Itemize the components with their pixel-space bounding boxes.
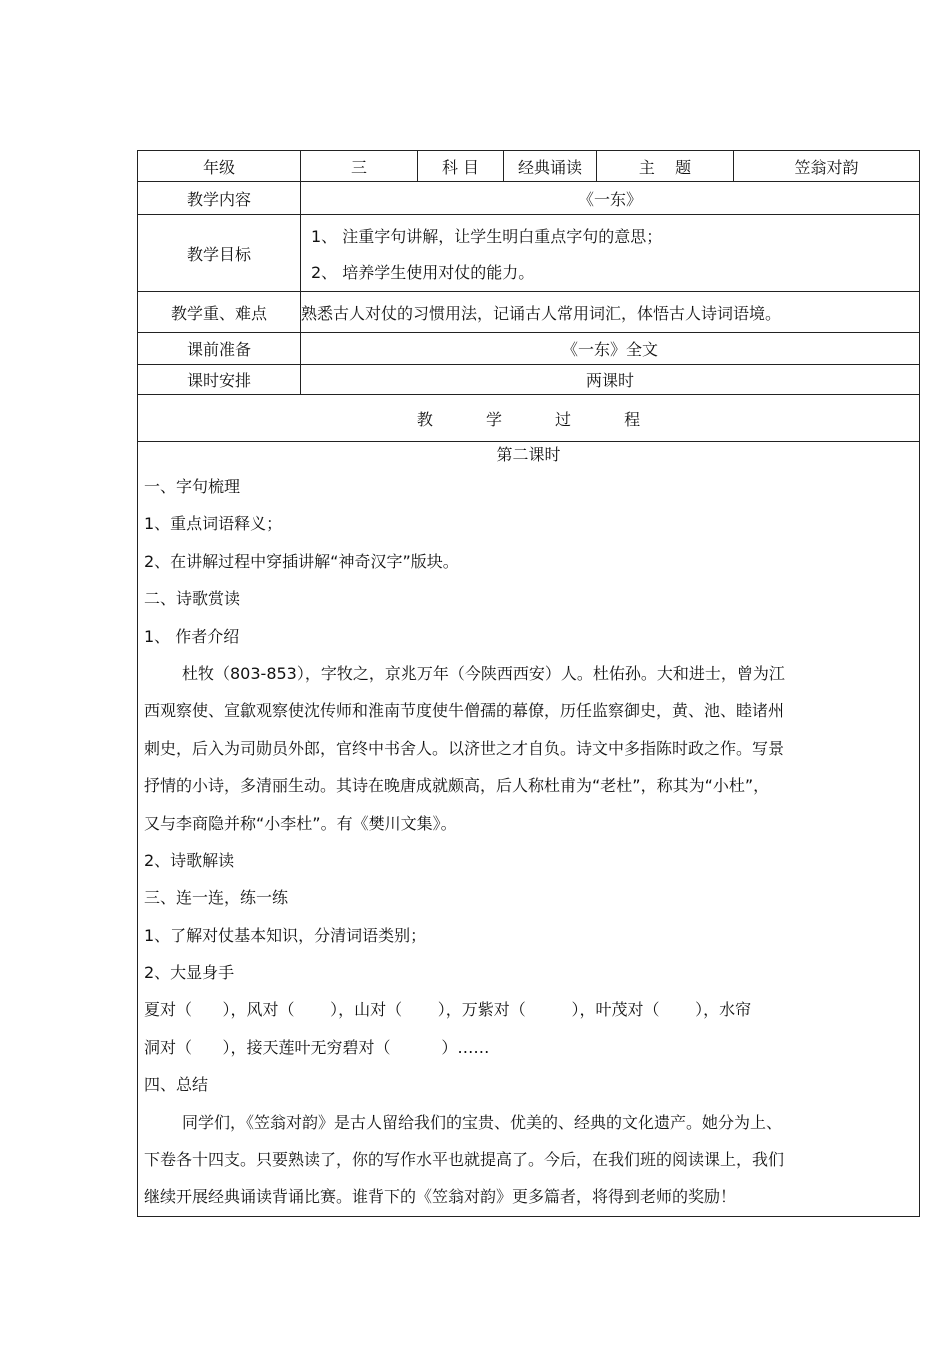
section-title: 一、字句梳理 bbox=[144, 477, 241, 496]
process-body-row bbox=[138, 442, 920, 1217]
goal-item: 2、 培养学生使用对仗的能力。 bbox=[311, 263, 535, 282]
exercise-block bbox=[138, 991, 919, 1066]
goal-item: 1、 注重字句讲解，让学生明白重点字句的意思； bbox=[311, 227, 663, 246]
lesson-plan-sheet bbox=[137, 150, 919, 1217]
preparation-value: 《一东》全文 bbox=[301, 333, 920, 365]
author-bio bbox=[138, 655, 919, 842]
list-item: 1、了解对仗基本知识，分清词语类别； bbox=[144, 925, 427, 945]
key-points-row bbox=[138, 292, 920, 333]
schedule-value: 两课时 bbox=[301, 365, 920, 395]
header-row bbox=[138, 151, 920, 182]
key-points-label: 教学重、难点 bbox=[138, 292, 301, 333]
content-value: 《一东》 bbox=[301, 182, 920, 215]
content-label: 教学内容 bbox=[138, 182, 301, 215]
exercise-line: 夏对（ ），风对（ ），山对（ ），万紫对（ ），叶茂对（ ），水帘 bbox=[144, 1000, 752, 1020]
process-char: 程 bbox=[624, 409, 641, 429]
exercise-line: 洞对（ ），接天莲叶无穷碧对（ ）…… bbox=[144, 1037, 490, 1057]
process-char: 教 bbox=[416, 409, 433, 429]
bio-line: 刺史，后入为司勋员外郎，官终中书舍人。以济世之才自负。诗文中多指陈时政之作。写景 bbox=[144, 738, 785, 758]
section-title: 二、诗歌赏读 bbox=[144, 589, 241, 609]
goals-cell bbox=[301, 215, 920, 292]
process-body bbox=[138, 442, 920, 1217]
preparation-row bbox=[138, 333, 920, 365]
topic-value: 笠翁对韵 bbox=[734, 151, 920, 182]
key-points-value: 熟悉古人对仗的习惯用法，记诵古人常用词汇，体悟古人诗词语境。 bbox=[301, 292, 920, 333]
goals-label: 教学目标 bbox=[138, 215, 301, 292]
process-heading-row bbox=[138, 395, 920, 442]
summary-line: 继续开展经典诵读背诵比赛。谁背下的《笠翁对韵》更多篇者，将得到老师的奖励！ bbox=[144, 1187, 737, 1207]
process-heading bbox=[138, 395, 920, 442]
content-row bbox=[138, 182, 920, 215]
lesson-title: 第二课时 bbox=[496, 445, 561, 464]
bio-line: 杜牧（803-853），字牧之，京兆万年（今陕西西安）人。杜佑孙。大和进士，曾为江 bbox=[182, 663, 785, 683]
list-item: 2、诗歌解读 bbox=[144, 850, 235, 870]
section-title: 四、总结 bbox=[144, 1075, 209, 1095]
bio-line: 西观察使、宣歙观察使沈传师和淮南节度使牛僧孺的幕僚，历任监察御史，黄、池、睦诸州 bbox=[144, 701, 785, 721]
subject-label: 科 目 bbox=[418, 151, 504, 182]
summary-line: 下卷各十四支。只要熟读了，你的写作水平也就提高了。今后，在我们班的阅读课上，我们 bbox=[144, 1150, 785, 1170]
topic-label: 主 题 bbox=[597, 151, 734, 182]
bio-line: 抒情的小诗，多清丽生动。其诗在晚唐成就颇高，后人称杜甫为“老杜”，称其为“小杜”， bbox=[144, 776, 770, 796]
lesson-plan-table bbox=[137, 150, 920, 1217]
subject-value: 经典诵读 bbox=[504, 151, 597, 182]
preparation-label: 课前准备 bbox=[138, 333, 301, 365]
schedule-label: 课时安排 bbox=[138, 365, 301, 395]
list-item: 2、大显身手 bbox=[144, 963, 235, 983]
process-char: 学 bbox=[485, 409, 502, 429]
summary-paragraph bbox=[138, 1104, 919, 1216]
bio-line: 又与李商隐并称“小李杜”。有《樊川文集》。 bbox=[144, 813, 457, 833]
list-item: 1、重点词语释义； bbox=[144, 514, 283, 534]
goals-row bbox=[138, 215, 920, 292]
list-item: 2、在讲解过程中穿插讲解“神奇汉字”版块。 bbox=[144, 551, 459, 571]
schedule-row bbox=[138, 365, 920, 395]
section-title: 三、连一连，练一练 bbox=[144, 888, 289, 908]
grade-value: 三 bbox=[301, 151, 418, 182]
list-item: 1、 作者介绍 bbox=[144, 626, 240, 646]
process-char: 过 bbox=[555, 409, 572, 429]
summary-line: 同学们，《笠翁对韵》是古人留给我们的宝贵、优美的、经典的文化遗产。她分为上、 bbox=[182, 1112, 783, 1132]
grade-label: 年级 bbox=[138, 151, 301, 182]
